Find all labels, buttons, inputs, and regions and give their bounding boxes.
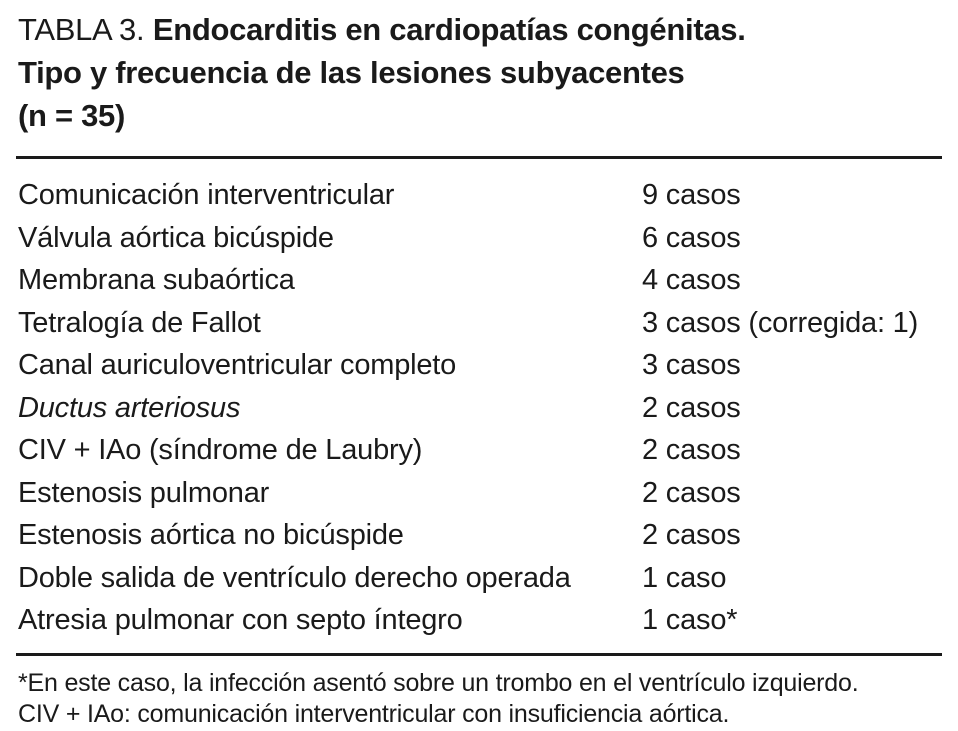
lesion-cell: Ductus arteriosus	[18, 391, 241, 424]
table-row	[18, 344, 948, 387]
count-cell: 1 caso*	[642, 604, 738, 636]
count-cell: 2 casos	[642, 434, 741, 466]
table-title-main: Endocarditis en cardiopatías congénitas.	[152, 12, 746, 47]
table-row	[18, 259, 948, 302]
footnote-abbreviation: CIV + IAo: comunicación interventricular con insuficiencia aórtica.	[18, 700, 730, 728]
table-row	[18, 472, 948, 515]
table-body	[18, 174, 948, 642]
top-rule	[16, 156, 942, 159]
table-row	[18, 514, 948, 557]
table-row	[18, 599, 948, 642]
lesion-cell: Membrana subaórtica	[18, 264, 295, 296]
count-cell: 1 caso	[642, 561, 727, 594]
count-cell: 3 casos (corregida: 1)	[642, 306, 919, 339]
table-label: TABLA 3.	[18, 12, 145, 47]
count-cell: 2 casos	[642, 391, 741, 424]
bottom-rule	[16, 653, 942, 656]
title-line-2: Tipo y frecuencia de las lesiones subyacentes	[18, 55, 685, 90]
lesion-cell: CIV + IAo (síndrome de Laubry)	[18, 434, 423, 466]
lesion-cell: Doble salida de ventrículo derecho operada	[18, 561, 571, 594]
title-line-3: (n = 35)	[18, 98, 125, 133]
count-cell: 3 casos	[642, 349, 741, 381]
lesion-cell: Tetralogía de Fallot	[18, 306, 261, 339]
lesion-cell: Estenosis aórtica no bicúspide	[18, 519, 404, 551]
table-row	[18, 302, 948, 345]
table-row	[18, 174, 948, 217]
title-line-1	[18, 8, 948, 51]
table-row	[18, 557, 948, 600]
count-cell: 4 casos	[642, 264, 741, 296]
lesion-cell: Atresia pulmonar con septo íntegro	[18, 604, 463, 636]
lesion-cell: Comunicación interventricular	[18, 179, 395, 211]
lesion-cell: Canal auriculoventricular completo	[18, 349, 457, 381]
footnote-asterisk: *En este caso, la infección asentó sobre un trombo en el ventrículo izquierdo.	[18, 669, 859, 697]
count-cell: 6 casos	[642, 221, 741, 254]
table-row	[18, 217, 948, 260]
table-row	[18, 429, 948, 472]
table-footnotes	[18, 668, 948, 730]
lesion-cell: Estenosis pulmonar	[18, 476, 270, 509]
count-cell: 2 casos	[642, 476, 741, 509]
lesion-cell: Válvula aórtica bicúspide	[18, 221, 334, 254]
count-cell: 9 casos	[642, 179, 741, 211]
table-row	[18, 387, 948, 430]
count-cell: 2 casos	[642, 519, 741, 551]
table-title	[18, 8, 948, 137]
